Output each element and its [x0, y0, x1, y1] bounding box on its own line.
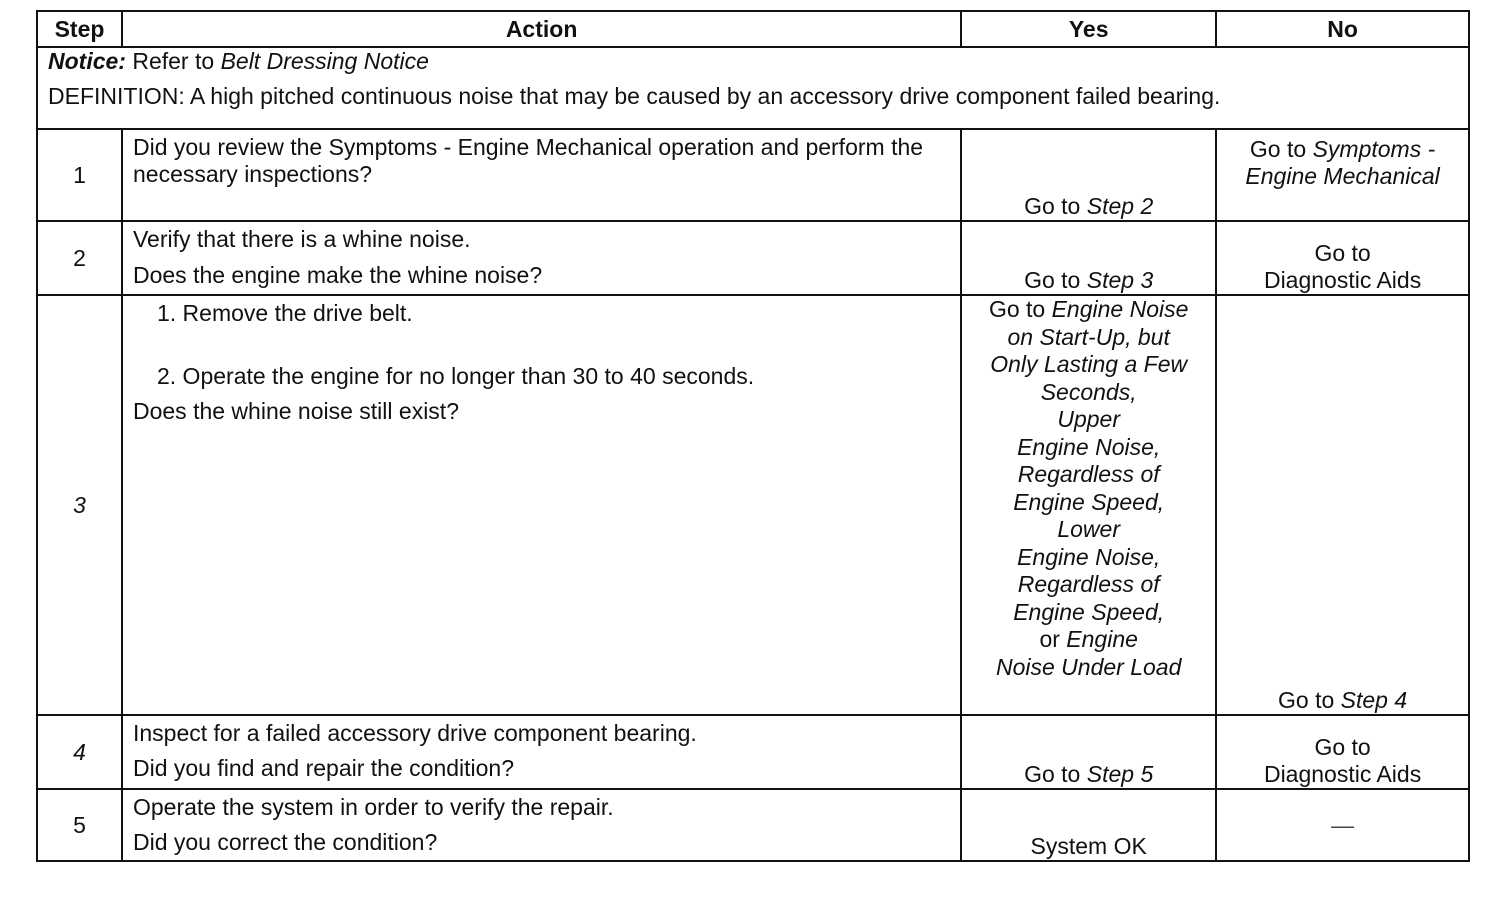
- action-cell: [122, 789, 961, 861]
- action-cell: [122, 129, 961, 221]
- no-ref: Symptoms - Engine Mechanical: [1245, 136, 1440, 189]
- step-number: 5: [37, 789, 122, 861]
- no-prefix: Go to: [1278, 687, 1335, 713]
- table-row: [37, 129, 1469, 221]
- yes-line: [972, 626, 1205, 654]
- step-number: [37, 295, 122, 715]
- yes-line: on Start-Up, but: [1007, 323, 1170, 350]
- yes-ref: Step 5: [1086, 761, 1154, 787]
- yes-cell: [961, 129, 1216, 221]
- header-yes: Yes: [961, 11, 1216, 47]
- yes-cell: System OK: [961, 789, 1216, 861]
- step-number: [37, 715, 122, 789]
- action-question: Does the whine noise still exist?: [132, 398, 459, 424]
- table-row: [37, 789, 1469, 861]
- yes-cell: [961, 295, 1216, 715]
- no-ref: Step 4: [1340, 687, 1408, 713]
- action-cell: [122, 715, 961, 789]
- diagnostic-table: [36, 10, 1470, 862]
- header-step: Step: [37, 11, 122, 47]
- yes-line: Only Lasting a Few: [990, 351, 1188, 377]
- yes-line: Seconds,: [1040, 378, 1137, 405]
- yes-ref: Engine Noise: [1051, 296, 1189, 322]
- yes-line: Engine Speed,: [1013, 488, 1165, 515]
- action-text: Did you review the Symptoms - Engine Mechanical operation and perform the necessary inspections?: [132, 134, 924, 187]
- yes-line: Lower: [1057, 516, 1120, 542]
- yes-line: [972, 296, 1205, 324]
- no-prefix: Go to: [1314, 734, 1371, 760]
- yes-ref: Step 2: [1086, 193, 1154, 219]
- yes-prefix: Go to: [988, 296, 1046, 322]
- notice-row: [37, 47, 1469, 129]
- step-number: 2: [37, 221, 122, 295]
- no-cell: —: [1216, 789, 1469, 861]
- table-row: [37, 715, 1469, 789]
- yes-line: Noise Under Load: [995, 653, 1182, 680]
- action-text: Verify that there is a whine noise.: [132, 226, 471, 252]
- no-cell: [1216, 295, 1469, 715]
- header-row: [37, 11, 1469, 47]
- yes-line: Regardless of: [1017, 571, 1160, 597]
- action-question: Did you correct the condition?: [132, 829, 438, 855]
- list-item: 2. Operate the engine for no longer than 30 to 40 seconds.: [156, 363, 755, 389]
- no-prefix: Go to: [1249, 136, 1307, 162]
- list-item: 1. Remove the drive belt.: [156, 300, 413, 326]
- action-cell: [122, 221, 961, 295]
- step-number: 1: [37, 129, 122, 221]
- no-cell: [1216, 715, 1469, 789]
- yes-prefix: Go to: [1024, 193, 1081, 219]
- yes-line: Engine Speed,: [1013, 598, 1165, 625]
- no-prefix: Go to: [1314, 240, 1371, 266]
- yes-ref: Step 3: [1086, 267, 1154, 293]
- action-text: Inspect for a failed accessory drive component bearing.: [132, 720, 697, 746]
- yes-cell: [961, 715, 1216, 789]
- yes-line: Engine Noise,: [1017, 433, 1161, 460]
- action-question: Does the engine make the whine noise?: [132, 262, 543, 288]
- header-action: Action: [122, 11, 961, 47]
- yes-line: Engine Noise,: [1017, 543, 1161, 570]
- yes-cell: [961, 221, 1216, 295]
- header-no: No: [1216, 11, 1469, 47]
- yes-line: Upper: [1057, 406, 1120, 432]
- step-number-text: 3: [73, 491, 86, 518]
- yes-prefix: Go to: [1024, 267, 1081, 293]
- step-number-text: 4: [73, 738, 86, 765]
- yes-ref: Engine: [1066, 626, 1138, 652]
- no-ref: Diagnostic Aids: [1263, 267, 1422, 293]
- notice-label: Notice:: [48, 48, 126, 74]
- definition-text: DEFINITION: A high pitched continuous noise that may be caused by an accessory drive component failed bearing.: [48, 83, 1221, 109]
- notice-cell: [37, 47, 1469, 129]
- notice-line: [48, 48, 1458, 75]
- table-row: [37, 221, 1469, 295]
- yes-line: Regardless of: [1017, 461, 1160, 487]
- no-ref: Diagnostic Aids: [1263, 761, 1422, 787]
- no-cell: [1216, 221, 1469, 295]
- notice-ref: Belt Dressing Notice: [220, 48, 429, 74]
- action-question: Did you find and repair the condition?: [132, 755, 515, 781]
- table-row: [37, 295, 1469, 715]
- yes-prefix: Go to: [1024, 761, 1081, 787]
- no-cell: [1216, 129, 1469, 221]
- yes-or: or: [1039, 626, 1060, 652]
- action-cell: [122, 295, 961, 715]
- action-text: Operate the system in order to verify the repair.: [132, 794, 614, 820]
- notice-text: Refer to: [132, 48, 215, 74]
